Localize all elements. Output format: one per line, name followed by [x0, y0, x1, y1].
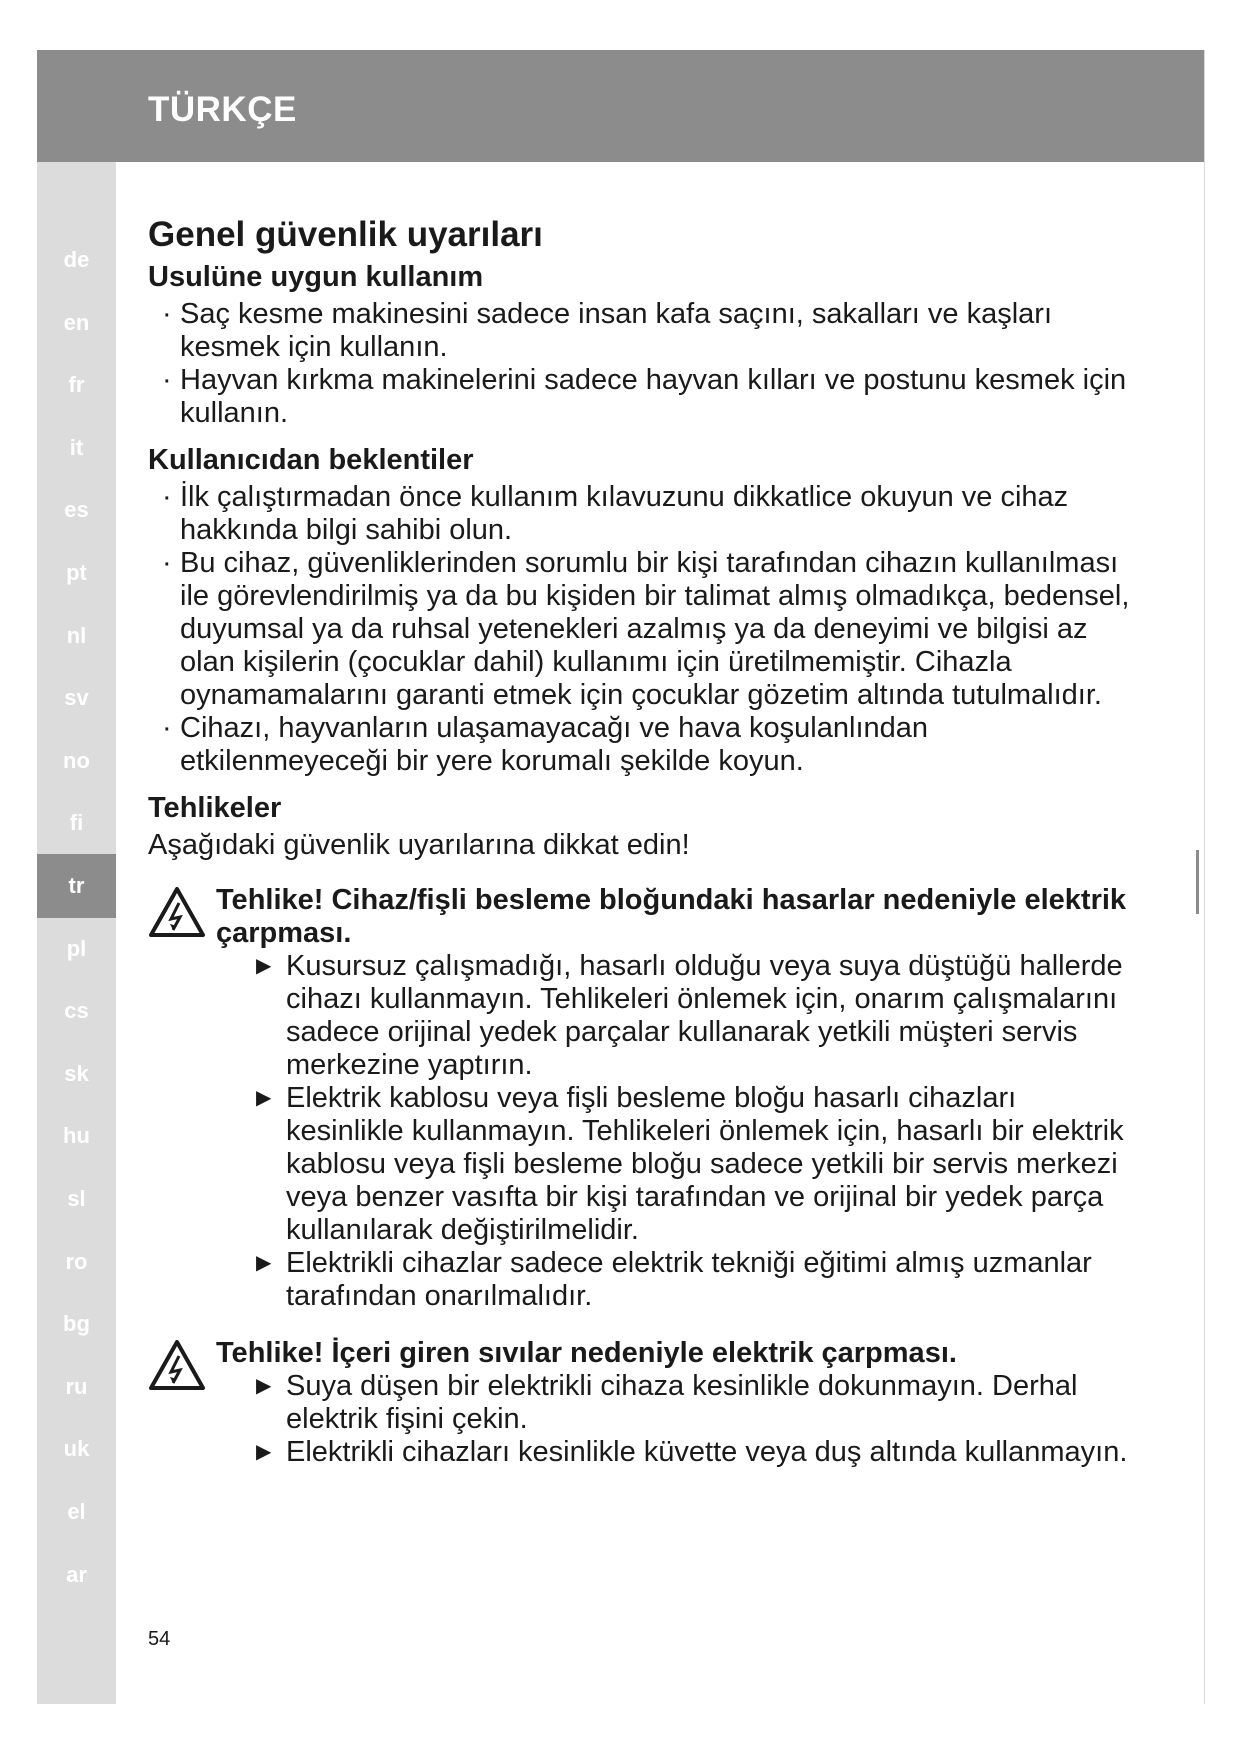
warning-list-liquids [216, 1370, 1138, 1469]
section-heading-user-expectations: Kullanıcıdan beklentiler [148, 444, 474, 476]
list-item: · Hayvan kırkma makinelerini sadece hayvan kılları ve postunu kesmek için kullanın. [152, 364, 1138, 430]
electric-hazard-icon [148, 1339, 206, 1391]
warning-title-damage: Tehlike! Cihaz/fişli besleme bloğundaki hasarlar nedeniyle elektrik çarpması. [216, 884, 1127, 949]
intended-use-list [148, 298, 1138, 430]
language-tab-it[interactable]: it [69, 435, 84, 460]
language-tab-hu[interactable]: hu [63, 1123, 90, 1148]
section-heading-dangers: Tehlikeler [148, 792, 282, 824]
header-title: TÜRKÇE [148, 90, 297, 129]
language-tab-fi[interactable]: fi [69, 810, 84, 835]
language-tab-ro[interactable]: ro [65, 1249, 88, 1274]
main-content [148, 215, 1138, 1493]
language-tab-sv[interactable]: sv [64, 685, 89, 710]
list-item: ▶ Elektrikli cihazlar sadece elektrik tekniği eğitimi almış uzmanlar tarafından onarılmalıdır. [256, 1247, 1138, 1313]
language-tab-ru[interactable]: ru [65, 1374, 88, 1399]
list-item: ▶ Kusursuz çalışmadığı, hasarlı olduğu veya suya düştüğü hallerde cihazı kullanmayın. Tehlikeleri önlemek için, onarım çalışmalarını sadece orijinal yedek parçalar kullanarak yetkili müşteri servis merkezine yaptırın. [256, 950, 1138, 1082]
language-tab-no[interactable]: no [63, 748, 90, 773]
language-tab-bg[interactable]: bg [63, 1311, 90, 1336]
language-tab-sk[interactable]: sk [64, 1061, 89, 1086]
page-title: Genel güvenlik uyarıları [148, 215, 543, 254]
language-tab-de[interactable]: de [63, 247, 90, 272]
language-tab-pl[interactable]: pl [66, 936, 87, 961]
language-tab-ar[interactable]: ar [66, 1562, 87, 1587]
language-tab-en[interactable]: en [63, 310, 90, 335]
active-language-marker [1196, 850, 1199, 914]
list-item: · Saç kesme makinesini sadece insan kafa saçını, sakalları ve kaşları kesmek için kullanın. [152, 298, 1138, 364]
language-tab-sl[interactable]: sl [67, 1186, 86, 1211]
list-item: ▶ Elektrikli cihazları kesinlikle küvette veya duş altında kullanmayın. [256, 1436, 1138, 1469]
language-tab-nl[interactable]: nl [66, 623, 87, 648]
electric-hazard-icon [148, 886, 206, 938]
warning-block-liquids [148, 1337, 1138, 1469]
list-item: ▶ Suya düşen bir elektrikli cihaza kesinlikle dokunmayın. Derhal elektrik fişini çekin. [256, 1370, 1138, 1436]
list-item: · Cihazı, hayvanların ulaşamayacağı ve hava koşulanlından etkilenmeyeceği bir yere korumalı şekilde koyun. [152, 712, 1138, 778]
language-tab-es[interactable]: es [64, 497, 89, 522]
language-tab-pt[interactable]: pt [66, 560, 87, 585]
list-item: · Bu cihaz, güvenliklerinden sorumlu bir kişi tarafından cihazın kullanılması ile görevlendirilmiş ya da bu kişiden bir talimat almış olmadıkça, bedensel, duyumsal ya da ruhsal yetenekleri azalmış ya da deneyimi ve bilgisi az olan kişilerin (çocuklar dahil) kullanımı için üretilmemiştir. Cihazla oynamamalarını garanti etmek için çocuklar gözetim altında tutulmalıdır. [152, 547, 1138, 712]
language-tab-el[interactable]: el [67, 1499, 86, 1524]
warning-block-damage [148, 884, 1138, 1313]
section-heading-intended-use: Usulüne uygun kullanım [148, 261, 484, 293]
warning-title-liquids: Tehlike! İçeri giren sıvılar nedeniyle elektrik çarpması. [216, 1337, 957, 1369]
language-tab-cs[interactable]: cs [64, 998, 89, 1023]
list-item: · İlk çalıştırmadan önce kullanım kılavuzunu dikkatlice okuyun ve cihaz hakkında bilgi sahibi olun. [152, 481, 1138, 547]
warning-list-damage [216, 950, 1138, 1313]
user-expectations-list [148, 481, 1138, 778]
dangers-intro: Aşağıdaki güvenlik uyarılarına dikkat edin! [148, 829, 690, 861]
language-tab-uk[interactable]: uk [63, 1436, 90, 1461]
list-item: ▶ Elektrik kablosu veya fişli besleme bloğu hasarlı cihazları kesinlikle kullanmayın. Tehlikeleri önlemek için, hasarlı bir elektrik kablosu veya fişli besleme bloğu sadece yetkili bir servis merkezi veya benzer vasıfta bir kişi tarafından ve orijinal bir yedek parça kullanılarak değiştirilmelidir. [256, 1082, 1138, 1247]
language-tab-fr[interactable]: fr [68, 372, 85, 397]
language-tab-tr[interactable]: tr [37, 854, 116, 918]
page-number: 54 [148, 1628, 171, 1650]
